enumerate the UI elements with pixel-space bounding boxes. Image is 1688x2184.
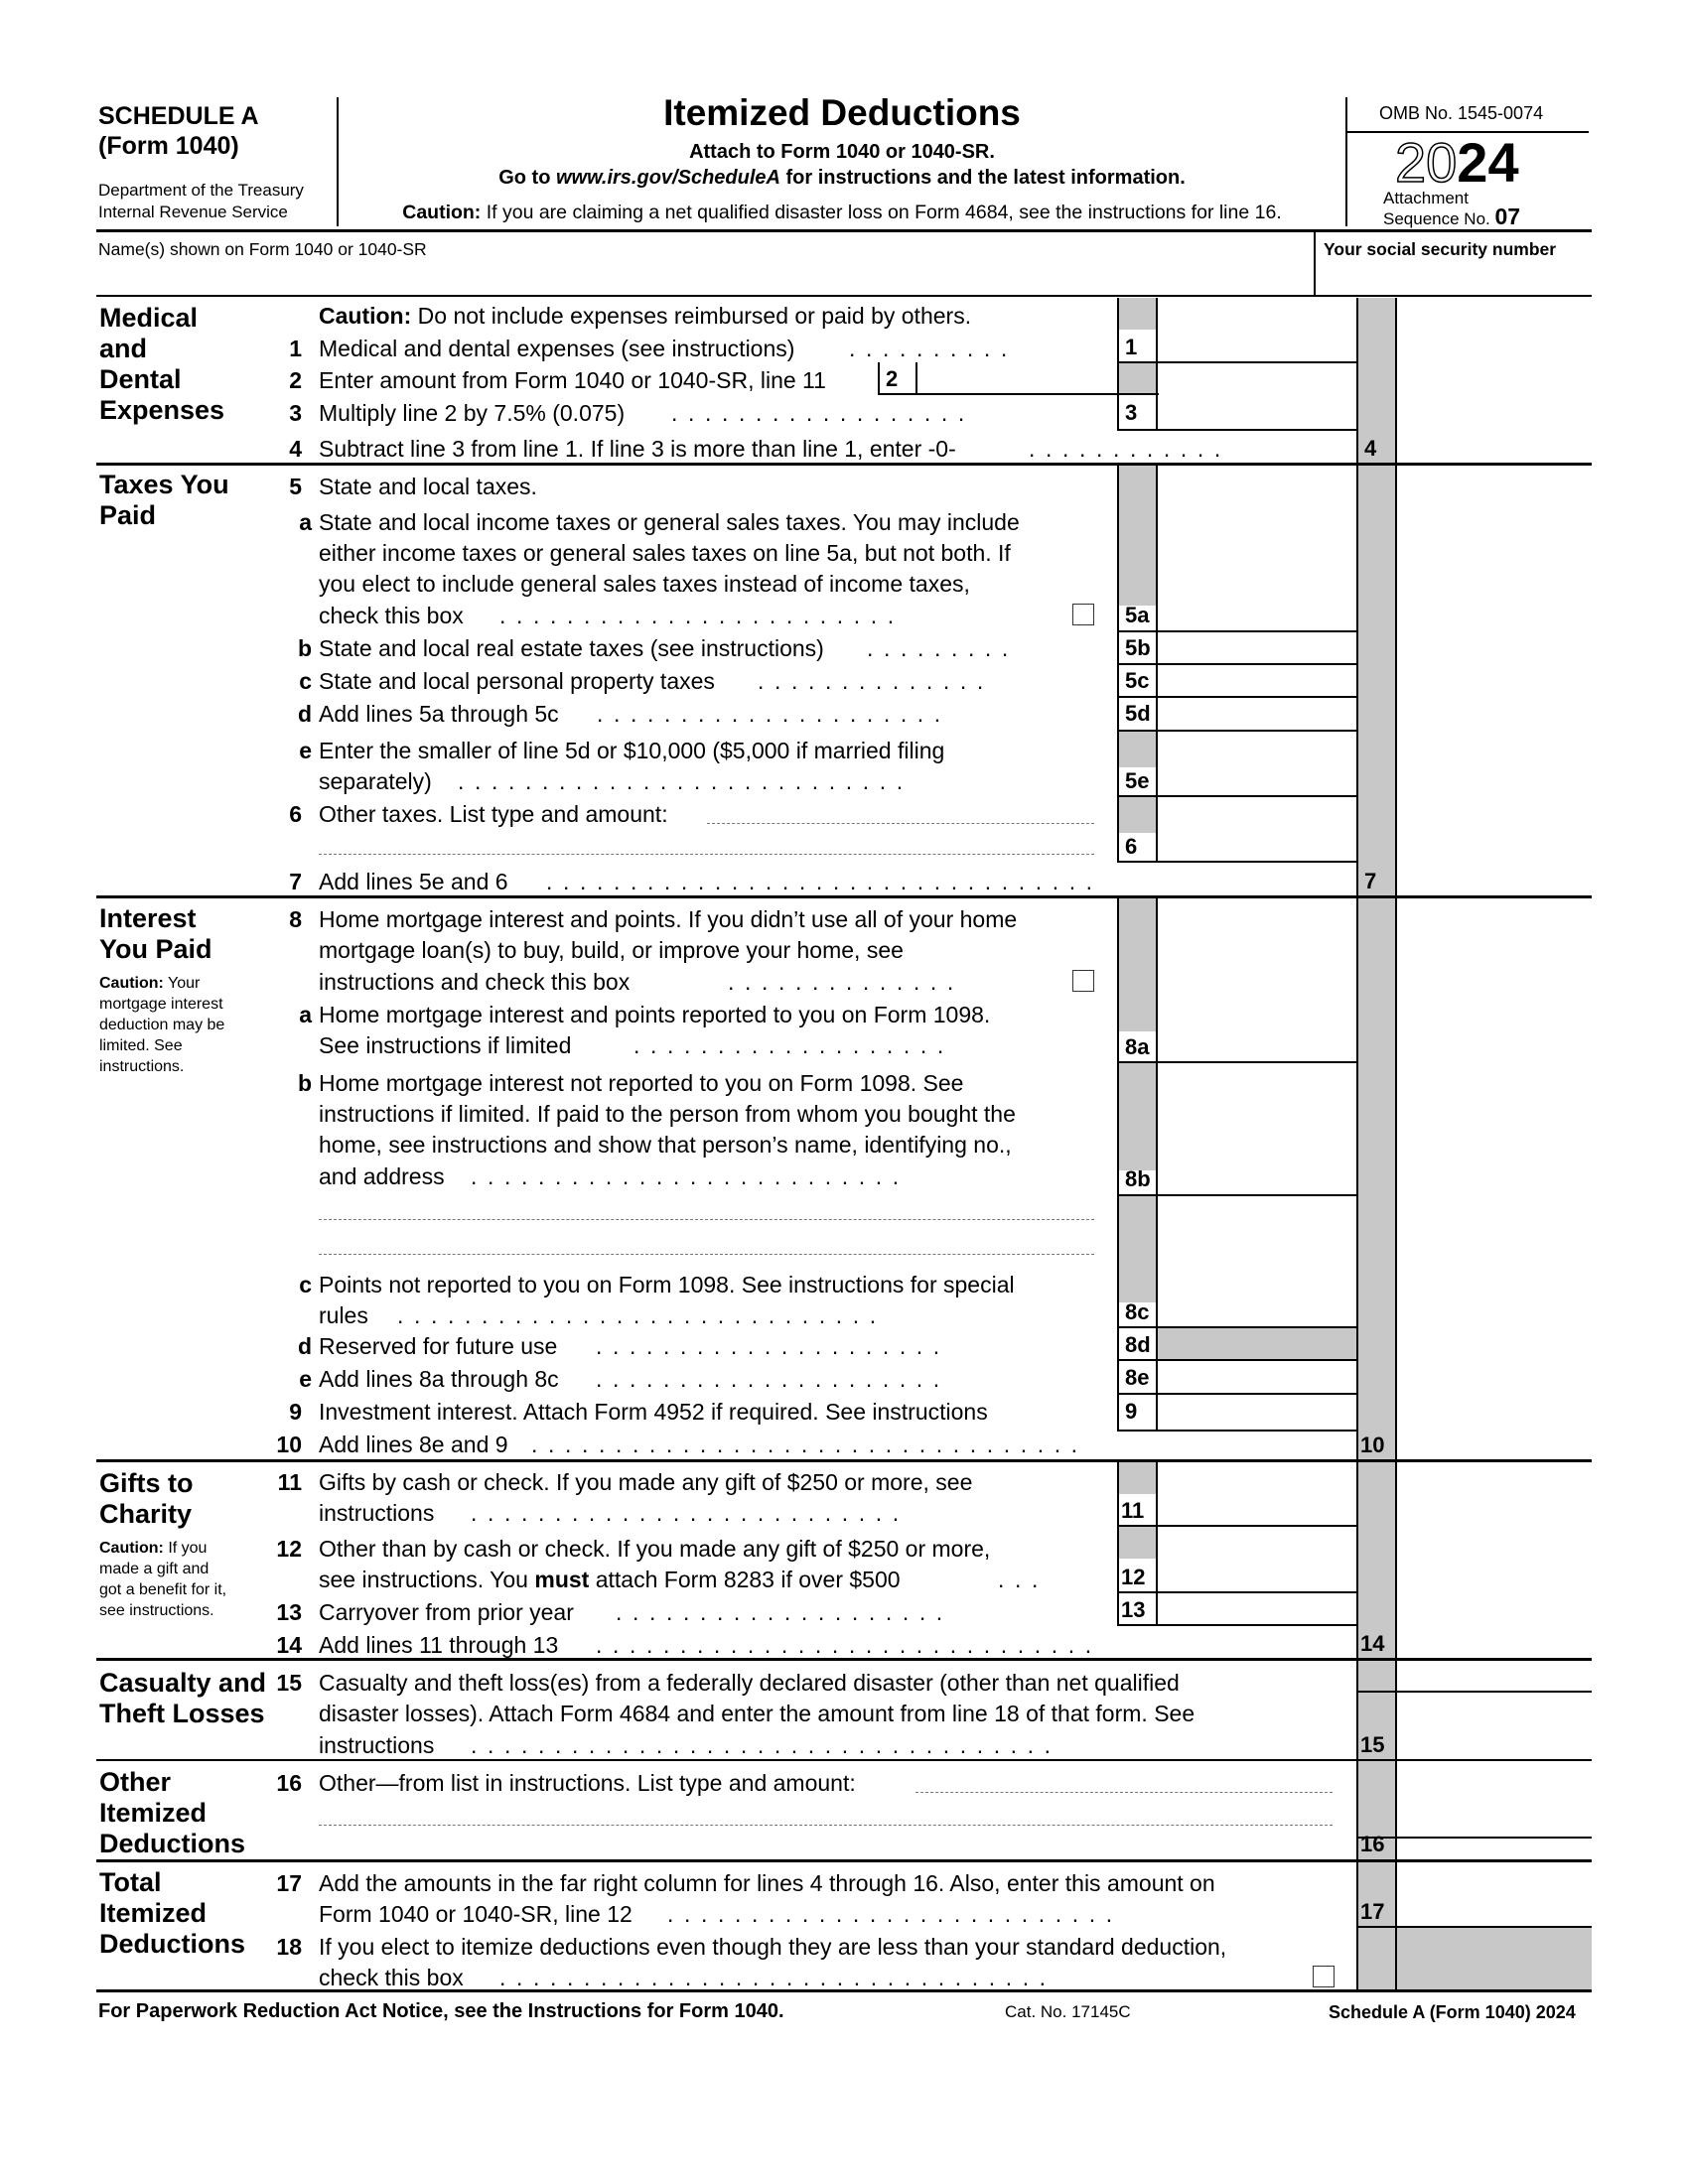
section-other-1: Other [99,1767,172,1797]
box-label-16: 16 [1360,1832,1385,1856]
leader-3: .................. [671,400,975,426]
line-5a-text-1: State and local income taxes or general sales taxes. You may include [319,509,1020,535]
line-num-3: 3 [289,400,302,426]
medical-caution [319,301,971,331]
line-num-1: 1 [289,336,302,361]
line-16-writein-1[interactable] [915,1792,1333,1793]
gifts-caution-4: see instructions. [99,1602,214,1619]
tax-year-outline: 20 [1395,131,1458,194]
line-num-6: 6 [289,801,302,827]
line-1-text: Medical and dental expenses (see instructions) [319,336,795,361]
box-label-4: 4 [1364,436,1377,461]
interest-caution-1b: Your [163,975,201,992]
line-9-text: Investment interest. Attach Form 4952 if required. See instructions [319,1399,988,1425]
line-6-amount-field[interactable] [1158,829,1356,861]
line-12-text-2a: see instructions. You [319,1567,535,1592]
section-medical-1: Medical [99,303,199,333]
line-8b-amount-field[interactable] [1158,1162,1356,1194]
line-14-text: Add lines 11 through 13 [319,1632,559,1658]
leader-5d: ..................... [597,701,951,727]
section-medical-2: and [99,334,148,363]
line-num-17: 17 [276,1870,302,1896]
line-8b-text-2: instructions if limited. If paid to the person from whom you bought the [319,1101,1016,1127]
line-17-text-2: Form 1040 or 1040-SR, line 12 [319,1901,633,1927]
line-8b-writein-1[interactable] [319,1219,1094,1220]
line-3-amount-field[interactable] [1158,395,1356,429]
line-6-text: Other taxes. List type and amount: [319,801,668,827]
line-8c-amount-field[interactable] [1158,1296,1356,1326]
line-num-5: 5 [289,474,302,499]
line-5b-text: State and local real estate taxes (see instructions) [319,635,824,661]
interest-caution-label: Caution: [99,975,164,992]
box-label-8e: 8e [1125,1365,1150,1390]
inner-shade-1 [1118,298,1156,330]
line-num-15: 15 [276,1670,302,1696]
line-15-text-1: Casualty and theft loss(es) from a federally declared disaster (other than net qualified [319,1670,1180,1696]
header-caution-text: If you are claiming a net qualified disaster loss on Form 4684, see the instructions for line 16. [481,202,1282,223]
goto-prefix: Go to [498,167,556,189]
leader-12: ... [998,1567,1049,1592]
leader-5c: .............. [758,668,994,694]
form-title: Itemized Deductions [663,92,1021,133]
footer-cat-number: Cat. No. 17145C [1005,2002,1131,2021]
line-num-5c: c [299,668,312,694]
interest-caution-1 [99,973,200,994]
line-num-8b: b [297,1070,312,1096]
box-label-3: 3 [1125,400,1138,425]
line-5a-text-2: either income taxes or general sales taxes on line 5a, but not both. If [319,540,1011,566]
box-label-10: 10 [1360,1433,1385,1457]
sequence-value: 07 [1494,204,1521,229]
leader-10: ................................. [531,1432,1088,1457]
box-label-5a: 5a [1125,603,1150,627]
line-8c-text-1: Points not reported to you on Form 1098. See instructions for special [319,1272,1015,1297]
line-5c-text: State and local personal property taxes [319,668,715,694]
box-label-12: 12 [1121,1565,1146,1589]
line-num-2: 2 [289,367,302,393]
line-15-text-2: disaster losses). Attach Form 4684 and enter the amount from line 18 of that form. See [319,1701,1196,1726]
box-label-8c: 8c [1125,1299,1150,1324]
line-11-amount-field[interactable] [1158,1494,1356,1525]
line-7-text: Add lines 5e and 6 [319,869,508,894]
line-num-8e: e [299,1366,312,1392]
line-1-amount-field[interactable] [1158,331,1356,361]
line-5a-text-3: you elect to include general sales taxes instead of income taxes, [319,571,970,597]
names-label: Name(s) shown on Form 1040 or 1040-SR [98,239,427,259]
form-number: (Form 1040) [98,132,239,160]
rule-after-8b [1117,1194,1357,1196]
rule-before-3 [1117,393,1159,395]
sequence-label: Sequence No. [1383,209,1490,228]
box-label-8d: 8d [1125,1332,1151,1357]
line-16-amount-field[interactable] [1397,1762,1592,1859]
box-label-8b: 8b [1125,1166,1151,1191]
line-2-text: Enter amount from Form 1040 or 1040-SR, line 11 [319,367,826,393]
line-5e-text-1: Enter the smaller of line 5d or $10,000 ($5,000 if married filing [319,738,945,763]
section-taxes-1: Taxes You [99,470,229,499]
line-8-checkbox[interactable] [1072,970,1094,992]
rule-after-3 [1117,429,1357,431]
attach-note: Attach to Form 1040 or 1040-SR. [689,141,995,163]
leader-11: .......................... [471,1500,910,1526]
header-caution [339,200,1345,225]
line-13-text: Carryover from prior year [319,1599,574,1625]
box-label-1: 1 [1125,335,1138,359]
line-6-writein-2[interactable] [319,854,1094,855]
line-5a-text-4: check this box [319,603,464,628]
inner-shade-8 [1118,1196,1156,1302]
line-num-5a: a [299,509,312,535]
inner-shade-10 [1118,1527,1156,1559]
line-num-8a: a [299,1002,312,1027]
rule-after-5d [1117,730,1357,732]
ssn-label: Your social security number [1324,239,1557,259]
line-18-text-1: If you elect to itemize deductions even though they are less than your standard deduction, [319,1934,1227,1960]
inner-shade-7 [1118,1063,1156,1170]
line-8-text-3: instructions and check this box [319,969,631,995]
line-8b-text-3: home, see instructions and show that person’s name, identifying no., [319,1132,1012,1158]
line-num-5d: d [297,701,312,727]
section-gifts-2: Charity [99,1499,193,1529]
section-casualty-2: Theft Losses [99,1699,265,1728]
line-5e-text-2: separately) [319,768,432,794]
line-num-14: 14 [276,1632,302,1658]
interest-caution-4: limited. See [99,1037,183,1054]
inner-shade-9 [1118,1462,1156,1494]
leader-7: ................................. [546,869,1103,894]
box-label-17: 17 [1360,1899,1385,1924]
line-5c-amount-field[interactable] [1158,665,1356,696]
line-8e-text: Add lines 8a through 8c [319,1366,559,1392]
line-8d-text: Reserved for future use [319,1333,558,1359]
line-8c-text-2: rules [319,1302,368,1328]
name-bottom-rule [96,295,1592,297]
section-medical-3: Dental [99,364,182,394]
line-num-7: 7 [289,869,302,894]
leader-1: .......... [849,336,1018,361]
line-17-text-1: Add the amounts in the far right column for lines 4 through 16. Also, enter this amount on [319,1870,1215,1896]
goto-suffix: for instructions and the latest information. [779,167,1186,189]
footer-form-id: Schedule A (Form 1040) 2024 [1329,2002,1576,2022]
attachment-label: Attachment [1383,189,1469,207]
leader-8e: ..................... [596,1366,950,1392]
line-num-9: 9 [289,1399,302,1425]
gifts-caution-1 [99,1538,207,1559]
interest-caution-2: mortgage interest [99,996,223,1013]
section-taxes-2: Paid [99,500,157,530]
gifts-caution-2: made a gift and [99,1561,210,1577]
box-label-5d: 5d [1125,701,1151,726]
line-num-10: 10 [276,1432,302,1457]
line-8-text-1: Home mortgage interest and points. If you didn’t use all of your home [319,906,1018,932]
line-10-amount-field[interactable] [1397,1432,1592,1459]
leader-8c: ............................. [397,1302,887,1328]
medical-caution-text: Do not include expenses reimbursed or paid by others. [411,303,972,329]
line-11-text-1: Gifts by cash or check. If you made any gift of $250 or more, see [319,1469,973,1495]
schedule-name: SCHEDULE A [98,102,259,130]
line-7-amount-field[interactable] [1397,863,1592,895]
inner-shade-3 [1118,465,1156,606]
line-num-11: 11 [277,1469,302,1495]
line-2-amount-field[interactable] [917,363,1116,393]
header-caution-label: Caution: [402,202,482,223]
inner-shade-2 [1118,361,1156,393]
line-12-text-2b: must [534,1567,590,1592]
line-8a-amount-field[interactable] [1158,1029,1356,1061]
line-num-18: 18 [276,1934,302,1960]
goto-url[interactable]: www.irs.gov/ScheduleA [555,167,780,189]
line-8e-amount-field[interactable] [1158,1361,1356,1393]
ssn-field[interactable] [1316,258,1591,295]
line-5e-amount-field[interactable] [1158,764,1356,795]
leader-15: ................................... [471,1732,1061,1758]
line-5a-amount-field[interactable] [1158,599,1356,630]
line-num-13: 13 [276,1599,302,1625]
line-3-text: Multiply line 2 by 7.5% (0.075) [319,400,626,426]
leader-5b: ......... [867,635,1019,661]
box-label-8a: 8a [1125,1034,1150,1059]
line-11-text-2: instructions [319,1500,435,1526]
line-5d-text: Add lines 5a through 5c [319,701,559,727]
box-label-2: 2 [886,366,899,391]
line-8b-text-1: Home mortgage interest not reported to you on Form 1098. See [319,1070,964,1096]
box-label-14: 14 [1360,1631,1385,1656]
box-label-13: 13 [1121,1597,1146,1622]
line-18-shade [1395,1927,1592,1990]
section-total-2: Itemized [99,1898,208,1928]
line-15-text-3: instructions [319,1732,435,1758]
medical-caution-label: Caution: [319,303,412,329]
inner-shade-6 [1118,898,1156,1031]
line-8b-text-4: and address [319,1163,445,1189]
line-num-16: 16 [276,1770,302,1796]
leader-8a: ................... [633,1032,954,1058]
header-divider-right [1345,97,1347,226]
leader-17: ........................... [667,1901,1123,1927]
line-13-amount-field[interactable] [1158,1593,1356,1624]
department-name: Department of the Treasury [98,181,304,200]
box-label-5e: 5e [1125,768,1150,793]
leader-18: ................................. [499,1965,1056,1990]
box-label-9: 9 [1125,1399,1138,1424]
sequence-number [1383,205,1520,231]
interest-caution-3: deduction may be [99,1017,225,1033]
box-label-5c: 5c [1125,668,1150,693]
line-5d-amount-field[interactable] [1158,698,1356,730]
gifts-caution-3: got a benefit for it, [99,1581,227,1598]
line-12-text-2c: attach Form 8283 if over $500 [589,1567,901,1592]
names-field[interactable] [96,232,1314,295]
line-15-amount-field[interactable] [1397,1661,1592,1759]
line-5a-sales-tax-checkbox[interactable] [1072,604,1094,625]
tax-year-bold: 24 [1457,131,1519,194]
line-12-text-2 [319,1565,901,1594]
leader-4: ............ [1029,436,1231,462]
line-18-checkbox[interactable] [1313,1966,1335,1987]
section-gifts-1: Gifts to [99,1468,194,1498]
line-num-12: 12 [276,1536,302,1562]
section-medical-4: Expenses [99,395,225,425]
section-total-1: Total [99,1867,162,1897]
line-8a-text-1: Home mortgage interest and points reported to you on Form 1098. [319,1002,991,1027]
line-8a-text-2: See instructions if limited [319,1032,572,1058]
line-6-writein-1[interactable] [707,823,1094,824]
line-num-5e: e [299,738,312,763]
line-16-writein-2[interactable] [319,1825,1333,1826]
line-num-5b: b [297,635,312,661]
line-8-text-2: mortgage loan(s) to buy, build, or improve your home, see [319,937,904,963]
box-label-6: 6 [1125,834,1138,859]
tax-year [1395,133,1519,193]
box-label-5b: 5b [1125,635,1151,660]
leader-5e: ........................... [458,768,914,794]
gifts-caution-1b: If you [163,1540,208,1557]
line-12-text-1: Other than by cash or check. If you made any gift of $250 or more, [319,1536,991,1562]
section-total-3: Deductions [99,1929,246,1959]
line-12-amount-field[interactable] [1158,1561,1356,1591]
line-18-text-2: check this box [319,1965,464,1990]
line-num-8d: d [297,1333,312,1359]
line-14-amount-field[interactable] [1397,1626,1592,1658]
line-4-amount-field[interactable] [1397,431,1592,463]
section-interest-1: Interest [99,903,197,933]
section-casualty-1: Casualty and [99,1668,267,1698]
divider-other-total [96,1859,1592,1862]
section-other-3: Deductions [99,1829,246,1858]
line-17-amount-field[interactable] [1397,1862,1592,1926]
box-label-11: 11 [1121,1498,1145,1523]
leader-14: .............................. [596,1632,1102,1658]
interest-caution-5: instructions. [99,1058,185,1075]
line-5b-amount-field[interactable] [1158,632,1356,663]
line-16-text: Other—from list in instructions. List type and amount: [319,1770,856,1796]
inner-shade-5 [1118,797,1156,833]
leader-8b: .......................... [471,1163,910,1189]
leader-13: .................... [616,1599,953,1625]
line-8b-writein-2[interactable] [319,1254,1094,1255]
section-other-2: Itemized [99,1798,208,1828]
gifts-caution-label: Caution: [99,1540,164,1557]
line-4-text: Subtract line 3 from line 1. If line 3 is more than line 1, enter -0- [319,436,956,462]
footer-paperwork-notice: For Paperwork Reduction Act Notice, see the Instructions for Form 1040. [98,2000,784,2022]
irs-name: Internal Revenue Service [98,203,288,221]
box-label-7: 7 [1364,869,1377,893]
line-num-8c: c [299,1272,312,1297]
inner-shade-4 [1118,732,1156,767]
leader-8: .............. [728,969,964,995]
omb-number: OMB No. 1545-0074 [1379,103,1544,123]
line-9-amount-field[interactable] [1158,1395,1356,1430]
line-5-text: State and local taxes. [319,474,537,499]
box-label-15: 15 [1360,1732,1385,1757]
line-num-8: 8 [289,906,302,932]
section-interest-2: You Paid [99,934,212,964]
leader-5a: ........................ [499,603,905,628]
leader-8d: ..................... [596,1333,950,1359]
reserved-8d-shade [1156,1328,1356,1359]
goto-note [339,165,1345,191]
line-num-4: 4 [289,436,302,462]
line-10-text: Add lines 8e and 9 [319,1432,508,1457]
